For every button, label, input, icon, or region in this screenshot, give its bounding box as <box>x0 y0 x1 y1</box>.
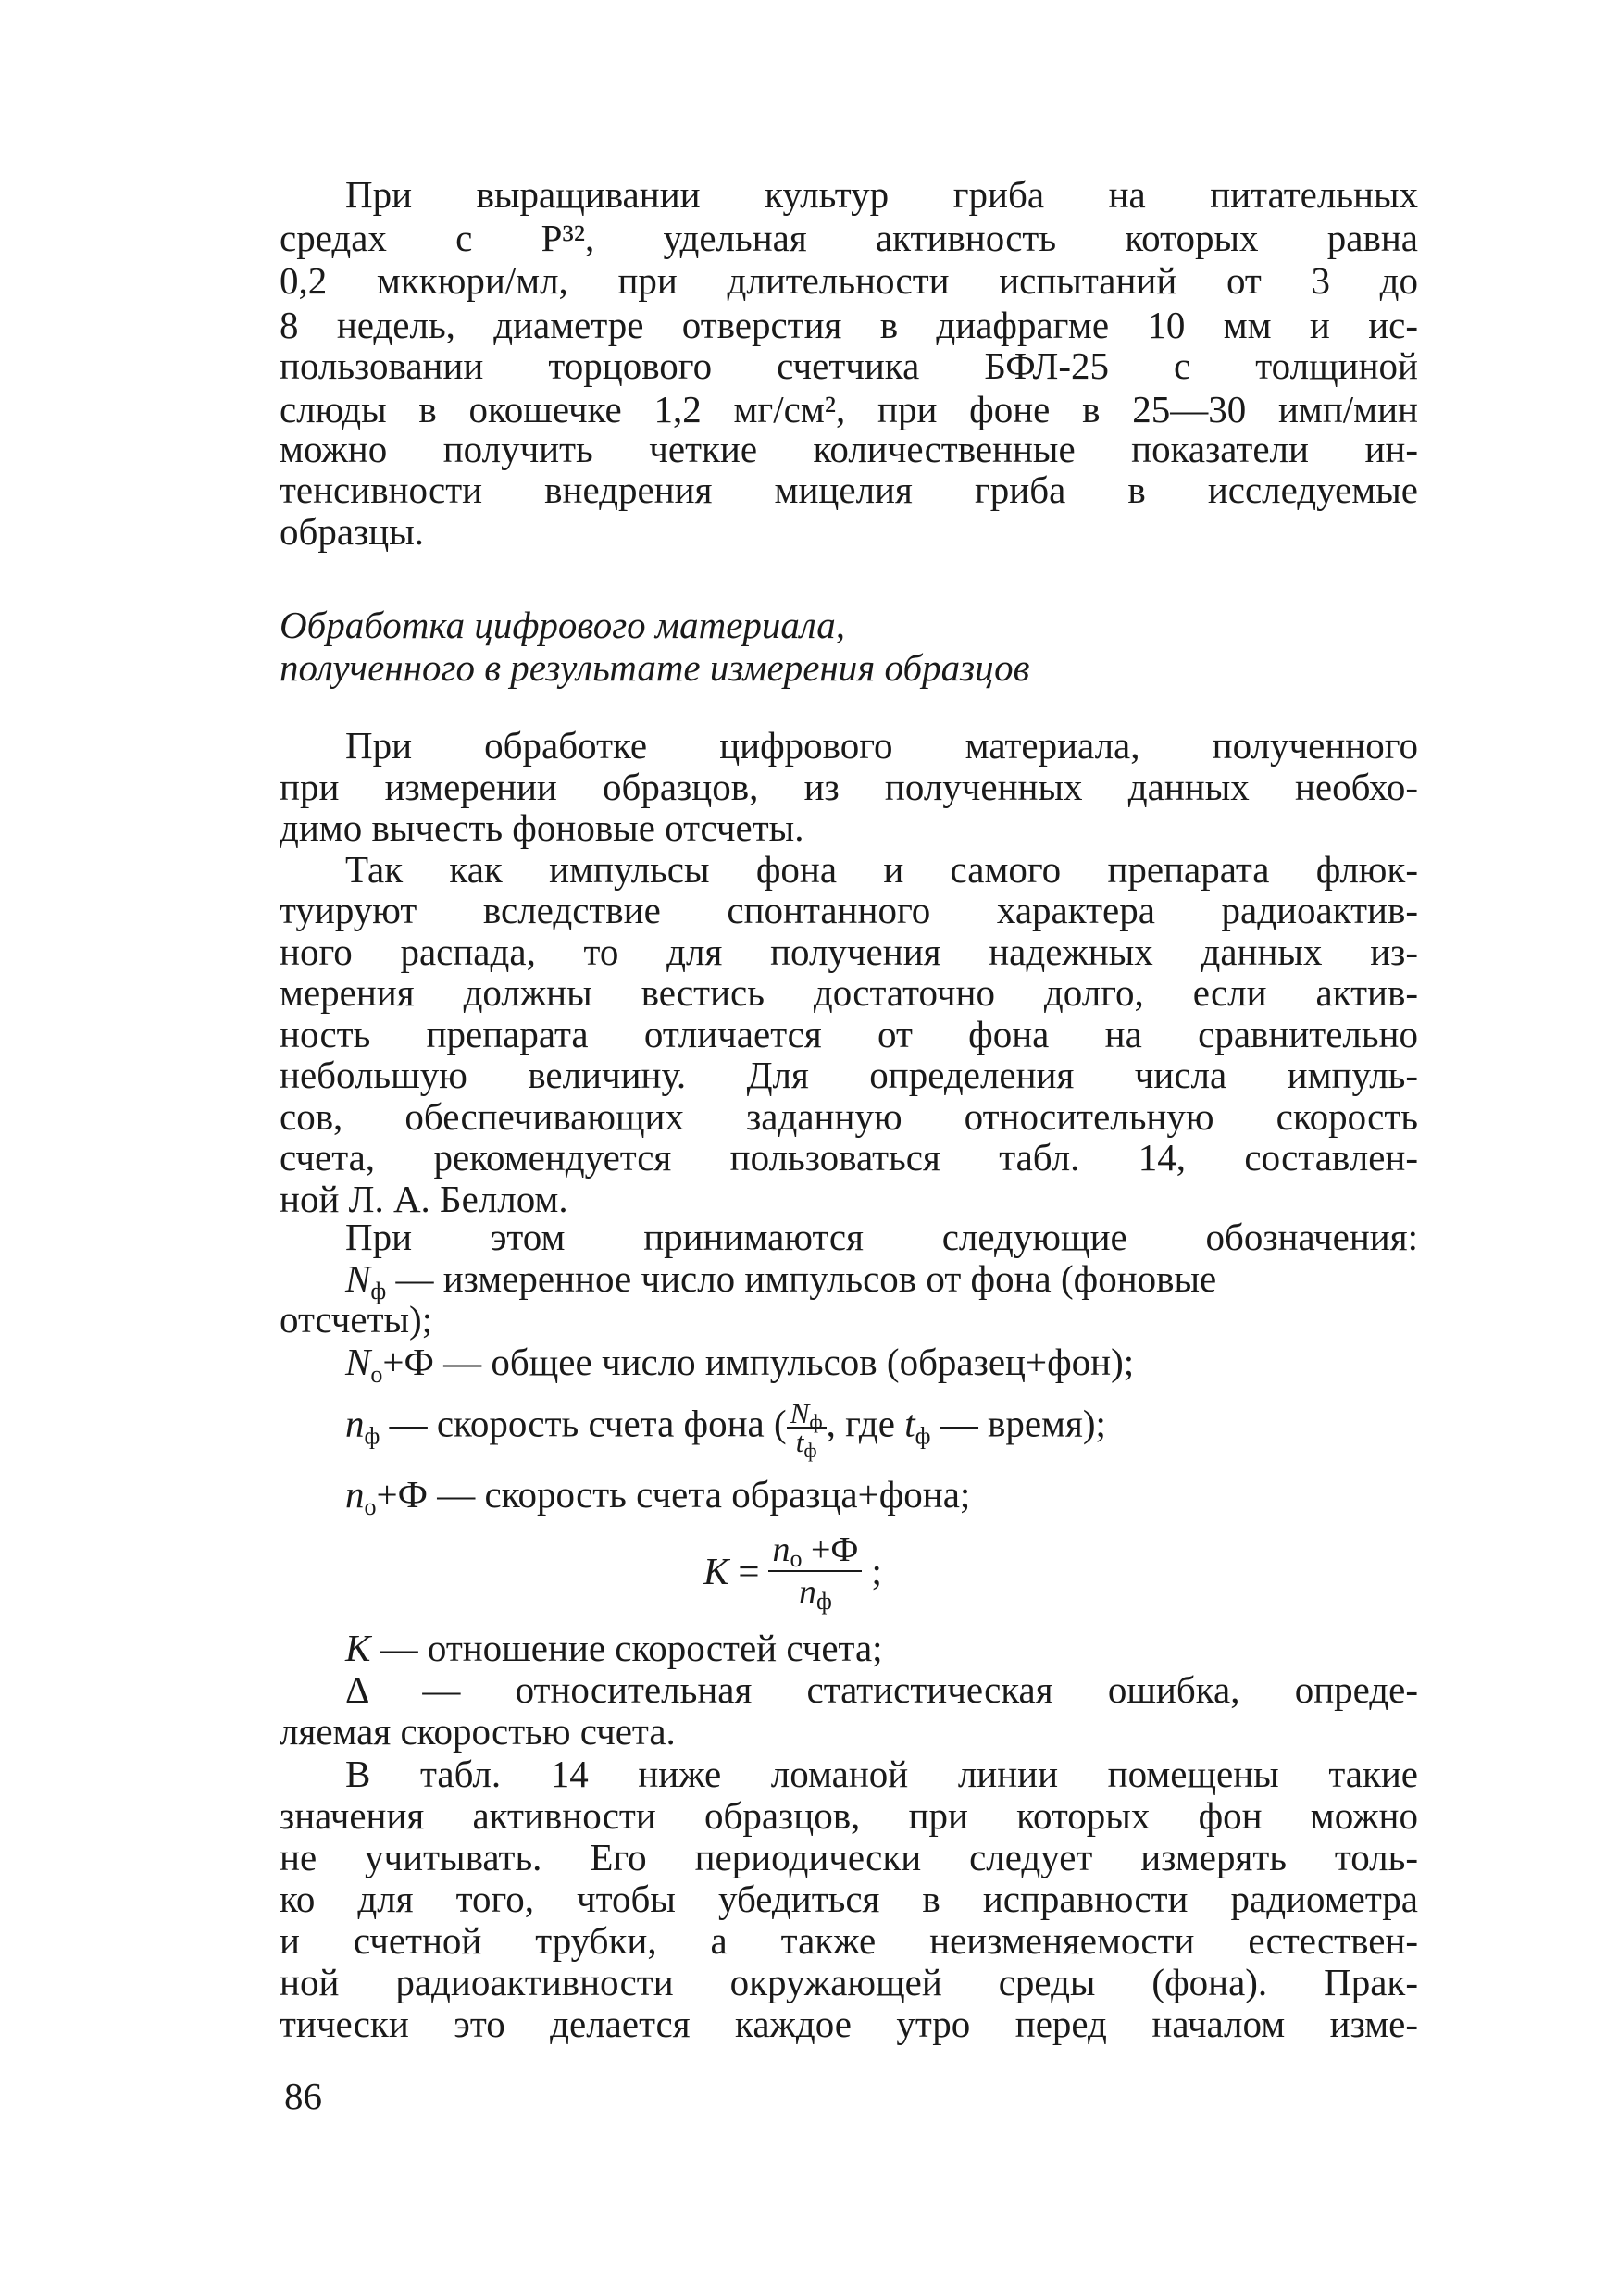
text-line: туируют вследствие спонтанного характера радиоактив- <box>280 889 1418 931</box>
text-line: значения активности образцов, при которых фон можно <box>280 1794 1418 1837</box>
text-line: тенсивности внедрения мицелия гриба в исследуемые <box>280 468 1418 511</box>
definition-n-total: $N_о+Ф$ — общее число импульсов (образец+фон); <box>345 1341 1135 1388</box>
text-line: При обработке цифрового материала, полученного <box>345 724 1418 767</box>
text-line: небольшую величину. Для определения числа импуль- <box>280 1054 1418 1096</box>
text-line: В табл. 14 ниже ломаной линии помещены такие <box>345 1753 1418 1795</box>
text-line: ляемая скоростью счета. <box>280 1710 676 1753</box>
text-line: пользовании торцового счетчика БФЛ-25 с толщиной <box>280 344 1418 387</box>
text-line: 0,2 мккюри/мл, при длительности испытаний от 3 до <box>280 259 1418 302</box>
text-line: отсчеты); <box>280 1298 433 1341</box>
text-line: при измерении образцов, из полученных данных необхо- <box>280 766 1418 808</box>
definition-rate-background: $n_ф$ — скорость счета фона ( $\frac{N_ф}{t_ф}$ , где $t_ф$ — время); <box>345 1397 1106 1462</box>
text-line: ность препарата отличается от фона на сравнительно <box>280 1013 1418 1055</box>
text-line: При этом принимаются следующие обозначения: <box>345 1216 1418 1258</box>
text-line: ной Л. А. Беллом. <box>280 1178 568 1220</box>
text-line: Так как импульсы фона и самого препарата флюк- <box>345 848 1418 891</box>
definition-k: K — отношение скоростей счета; <box>345 1627 883 1669</box>
text-line: слюды в окошечке 1,2 мг/см², при фоне в 25—30 имп/мин <box>280 388 1418 430</box>
text-line: мерения должны вестись достаточно долго, если актив- <box>280 971 1418 1014</box>
text-line: ко для того, чтобы убедиться в исправности радиометра <box>280 1878 1418 1920</box>
heading-line: Обработка цифрового материала, <box>280 604 846 646</box>
text-line: средах с Р³², удельная активность которых равна <box>280 217 1418 259</box>
definition-rate-sample: $n_о+Ф$ — скорость счета образца+фона; <box>345 1473 971 1520</box>
text-line: 8 недель, диаметре отверстия в диафрагме 10 мм и ис- <box>280 304 1418 346</box>
text-line: и счетной трубки, а также неизменяемости естествен- <box>280 1919 1418 1962</box>
page-number: 86 <box>284 2075 322 2117</box>
text-line: ной радиоактивности окружающей среды (фона). Прак- <box>280 1961 1418 2003</box>
text-line: можно получить четкие количественные показатели ин- <box>280 428 1418 470</box>
heading-line: полученного в результате измерения образцов <box>280 646 1030 689</box>
definition-delta: Δ — относительная статистическая ошибка, опреде- <box>345 1668 1418 1711</box>
text-line: сов, обеспечивающих заданную относительную скорость <box>280 1095 1418 1138</box>
formula-k: K = $\frac{n_о +Ф}{n_ф}$ ; <box>703 1530 882 1615</box>
text-line: образцы. <box>280 510 424 553</box>
text-line: димо вычесть фоновые отсчеты. <box>280 806 804 849</box>
definition-n-background: $N_ф$ — измеренное число импульсов от фона (фоновые <box>345 1257 1217 1304</box>
text-line: счета, рекомендуется пользоваться табл. 14, составлен- <box>280 1136 1418 1179</box>
text-line: не учитывать. Его периодически следует измерять толь- <box>280 1836 1418 1878</box>
text-line: ного распада, то для получения надежных данных из- <box>280 930 1418 973</box>
text-line: При выращивании культур гриба на питательных <box>345 173 1418 216</box>
fraction: $\frac{N_ф}{t_ф}$ <box>787 1400 827 1455</box>
text-line: тически это делается каждое утро перед началом изме- <box>280 2003 1418 2045</box>
